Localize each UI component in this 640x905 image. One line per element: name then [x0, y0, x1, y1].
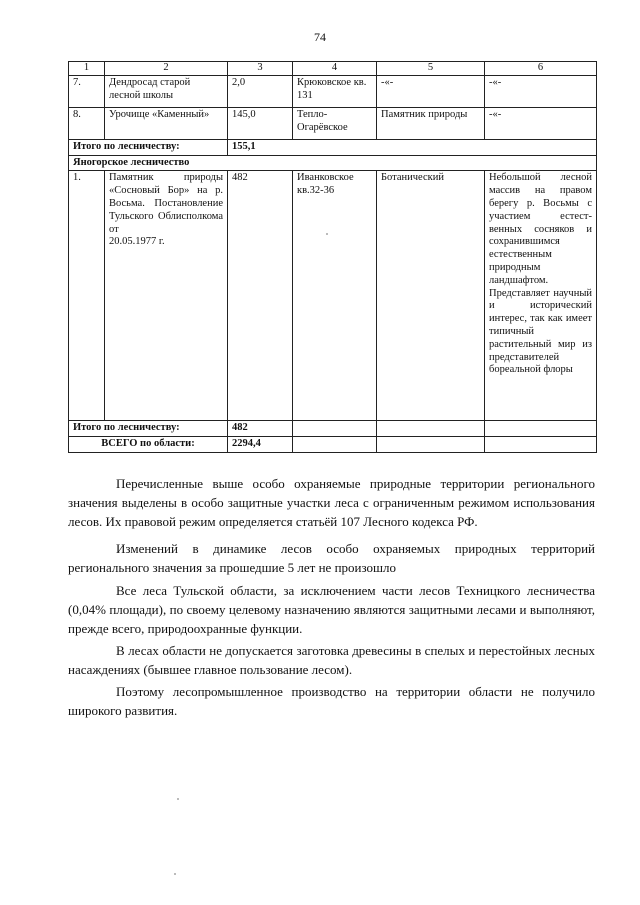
subtotal-value: 155,1 — [228, 139, 597, 155]
paragraph: Поэтому лесопромышленное производство на территории области не получило широкого развития. — [68, 684, 595, 719]
paragraph: В лесах области не допускается заготовка древесины в спелых и перестойных лесных насаждениях (бывшее главное пользование лесом). — [68, 642, 595, 677]
cell-type: Памятник природы — [377, 107, 485, 139]
subtotal-value: 482 — [228, 421, 293, 437]
cell-num: 8. — [69, 107, 105, 139]
cell-note: Небольшой лесной массив на правом берегу р. Восьмы с участием естест-венных сосняков и сохранившимся естественным природным ландшафтом. Представляет научный и исторический интерес, так как имеет типичный растительный мир из представителей бореальной флоры — [485, 171, 597, 421]
col-header: 4 — [293, 62, 377, 76]
subtotal-row — [69, 421, 597, 437]
paragraph: Все леса Тульской области, за исключением части лесов Техницкого лесничества (0,04% площади), по своему целевому назначению являются защитными лесами и выполняют, прежде всего, природоохранные функции. — [68, 582, 595, 636]
col-header: 1 — [69, 62, 105, 76]
table-header-row — [69, 62, 597, 76]
scan-speck — [326, 233, 328, 235]
paragraph: Перечисленные выше особо охраняемые природные территории регионального значения выделены в особо защитные участки леса с ограниченным режимом использования лесов. Их правовой режим определяется статьёй 107 Лесного кодекса РФ. — [68, 476, 595, 530]
scan-speck — [174, 873, 176, 875]
col-header: 5 — [377, 62, 485, 76]
body-text — [68, 474, 595, 720]
section-title: Яногорское лесничество — [69, 155, 597, 171]
cell-num: 7. — [69, 75, 105, 107]
cell-area: 145,0 — [228, 107, 293, 139]
cell-location: Тепло-Огарёвское — [293, 107, 377, 139]
cell-area: 482 — [228, 171, 293, 421]
subtotal-label: Итого по лесничеству: — [69, 421, 228, 437]
subtotal-row — [69, 139, 597, 155]
col-header: 2 — [105, 62, 228, 76]
paragraph: Изменений в динамике лесов особо охраняемых природных территорий регионального значения за прошедшие 5 лет не произошло — [68, 541, 595, 576]
table-row — [69, 75, 597, 107]
cell-note: -«- — [485, 75, 597, 107]
grand-total-value: 2294,4 — [228, 437, 293, 453]
section-row — [69, 155, 597, 171]
cell-location: Иванковское кв.32-36 — [293, 171, 377, 421]
protected-areas-table — [68, 61, 597, 453]
cell-location: Крюковское кв. 131 — [293, 75, 377, 107]
col-header: 3 — [228, 62, 293, 76]
cell-name — [105, 171, 228, 421]
grand-total-label: ВСЕГО по области: — [69, 437, 228, 453]
cell-type: Ботанический — [377, 171, 485, 421]
cell-name: Дендросад старой лесной школы — [105, 75, 228, 107]
table-row — [69, 107, 597, 139]
cell-note: -«- — [485, 107, 597, 139]
grand-total-row — [69, 437, 597, 453]
cell-name: Урочище «Каменный» — [105, 107, 228, 139]
cell-area: 2,0 — [228, 75, 293, 107]
cell-name-date: 20.05.1977 г. — [109, 236, 165, 248]
cell-type: -«- — [377, 75, 485, 107]
cell-name-text: Памятник природы «Сосновый Бор» на р. Восьма. Постановление Тульского Облисполкома от — [109, 172, 223, 235]
page-number: 74 — [314, 30, 326, 44]
cell-num: 1. — [69, 171, 105, 421]
subtotal-label: Итого по лесничеству: — [69, 139, 228, 155]
table-row — [69, 171, 597, 421]
col-header: 6 — [485, 62, 597, 76]
scan-speck — [177, 798, 179, 800]
